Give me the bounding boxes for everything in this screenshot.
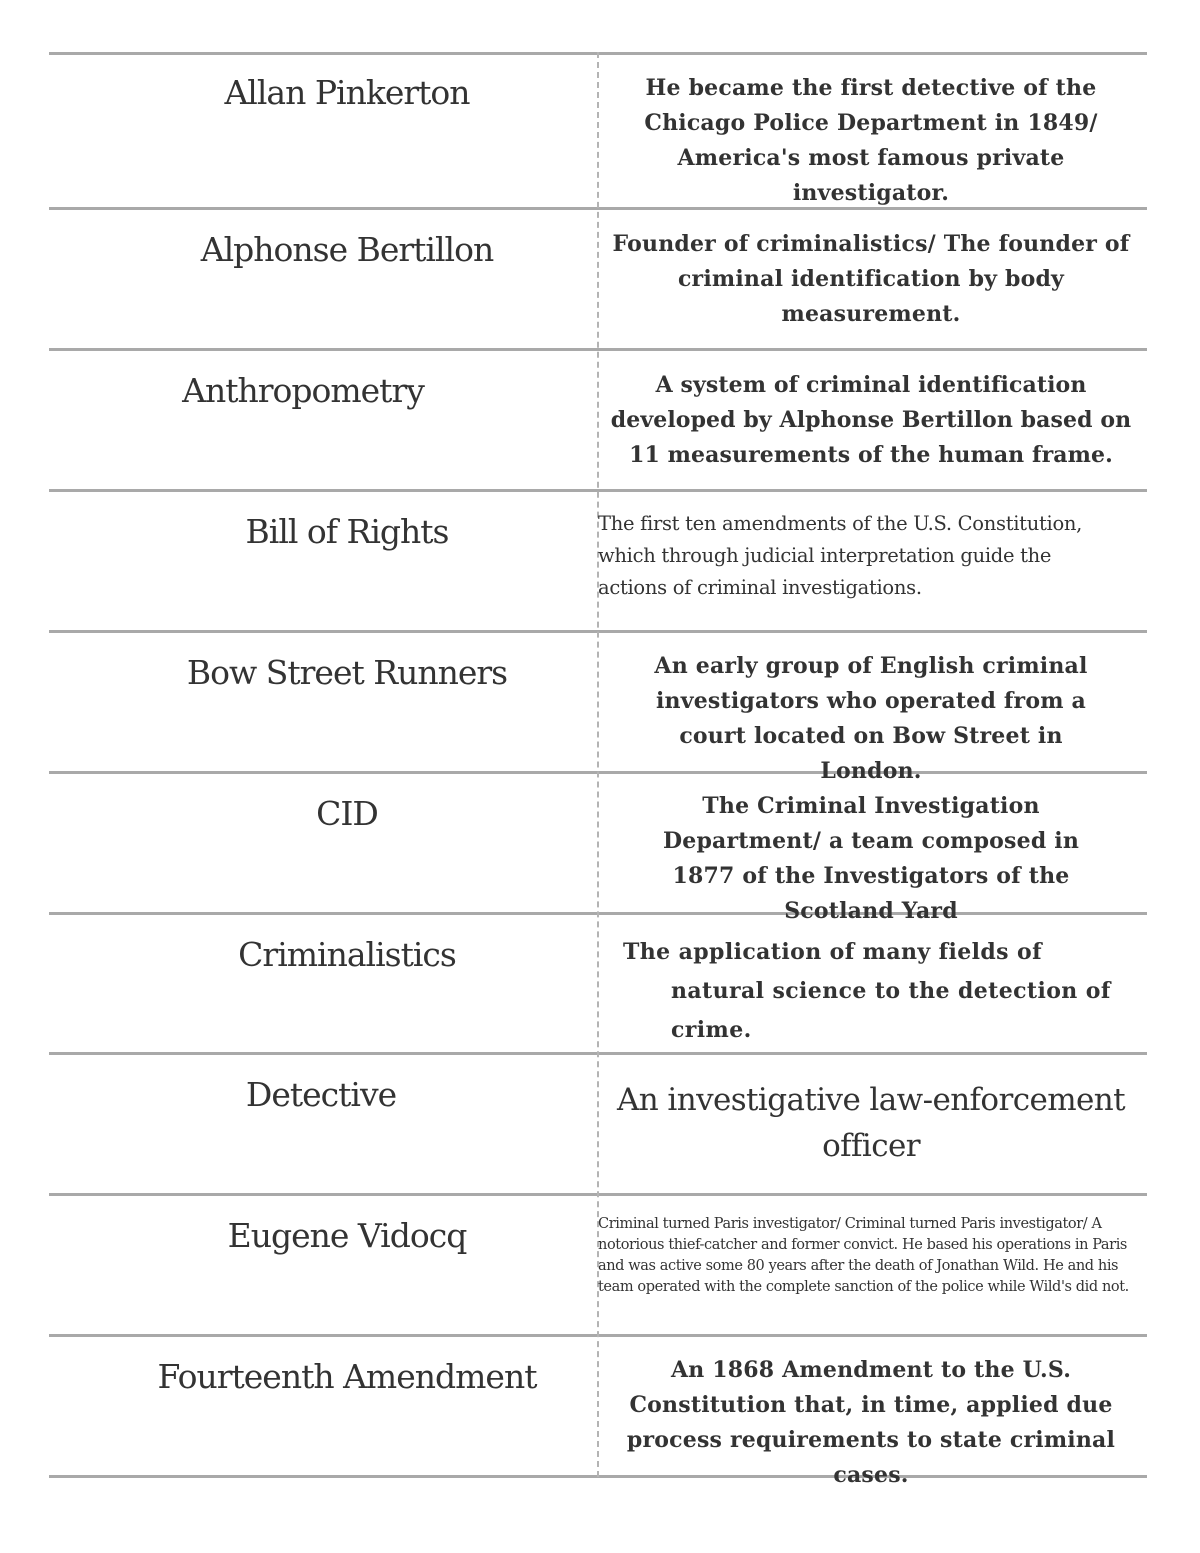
flashcard-row bbox=[49, 1055, 1147, 1196]
flashcard-row bbox=[49, 633, 1147, 784]
flashcard-term: Criminalistics bbox=[238, 935, 456, 974]
flashcard-term: Detective bbox=[245, 1075, 397, 1114]
flashcard-term: Allan Pinkerton bbox=[224, 73, 470, 112]
flashcard-row bbox=[49, 774, 1147, 924]
flashcard-row bbox=[49, 915, 1147, 1056]
flashcard-definition: The first ten amendments of the U.S. Constitution, which through judicial interpretation guide the actions of criminal investigations. bbox=[598, 512, 1083, 599]
flashcard-term: Anthropometry bbox=[182, 371, 424, 410]
flashcard-row bbox=[49, 55, 1147, 207]
flashcard-row bbox=[49, 1337, 1147, 1488]
flashcard-definition: An investigative law-enforcement officer bbox=[617, 1082, 1125, 1164]
flashcard-definition: Criminal turned Paris investigator/ Criminal turned Paris investigator/ A notorious thief-catcher and former convict. He based his operations in Paris and was active some 80 years after the death of Jonathan Wild. He and his team operated with the complete sanction of the police while Wild's did not. bbox=[598, 1216, 1129, 1295]
flashcard-term: Bill of Rights bbox=[245, 512, 449, 551]
flashcard-term: Bow Street Runners bbox=[186, 653, 508, 692]
flashcard-term: Alphonse Bertillon bbox=[200, 230, 494, 269]
flashcard-definition: An 1868 Amendment to the U.S. Constitution that, in time, applied due process requirements to state criminal cases. bbox=[626, 1357, 1116, 1488]
flashcard-sheet bbox=[49, 52, 1147, 1488]
flashcard-row bbox=[49, 1196, 1147, 1337]
flashcard-definition: An early group of English criminal investigators who operated from a court located on Bow Street in London. bbox=[654, 653, 1088, 784]
flashcard-row bbox=[49, 210, 1147, 351]
flashcard-term: CID bbox=[316, 794, 378, 833]
flashcard-definition: The application of many fields of natural science to the detection of crime. bbox=[623, 939, 1111, 1043]
flashcard-row bbox=[49, 351, 1147, 492]
flashcard-row bbox=[49, 492, 1147, 633]
flashcard-definition: He became the first detective of the Chicago Police Department in 1849/ America's most famous private investigator. bbox=[644, 75, 1098, 206]
flashcard-term: Fourteenth Amendment bbox=[157, 1357, 537, 1396]
flashcard-term: Eugene Vidocq bbox=[227, 1216, 467, 1255]
flashcard-definition: A system of criminal identification developed by Alphonse Bertillon based on 11 measurements of the human frame. bbox=[610, 372, 1132, 468]
flashcard-definition: Founder of criminalistics/ The founder of criminal identification by body measurement. bbox=[612, 231, 1130, 327]
flashcard-definition: The Criminal Investigation Department/ a team composed in 1877 of the Investigators of the Scotland Yard bbox=[662, 793, 1080, 924]
